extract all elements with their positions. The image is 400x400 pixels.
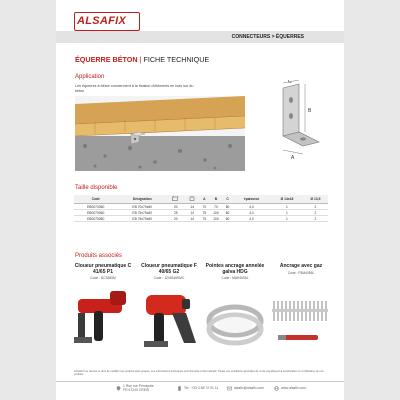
size-table [74, 195, 328, 222]
table-cell: 1 [271, 210, 303, 216]
table-cell: EB 75x75x60 [117, 216, 167, 222]
product-card[interactable] [70, 264, 136, 281]
table-row [74, 216, 328, 222]
table-cell: 2 [303, 204, 328, 210]
email-icon [227, 386, 232, 391]
col-header: Ø 14x18 [271, 195, 303, 204]
table-cell: 60 [223, 204, 232, 210]
product-name: Pointes ancrage annelée galva HDG [205, 263, 265, 275]
table-cell: 4,0 [232, 216, 271, 222]
title-sub: FICHE TECHNIQUE [143, 55, 210, 64]
nailer-image [70, 287, 136, 359]
datasheet-page [56, 0, 344, 400]
table-cell: 75 [200, 210, 209, 216]
nailer-image [136, 287, 202, 359]
table-cell: 14 [185, 210, 200, 216]
product-card[interactable] [268, 264, 334, 276]
diagram-label-b: B [308, 108, 312, 114]
table-cell: EB0070060 [74, 210, 117, 216]
address-line2: FR 67240 CREIS [123, 388, 150, 393]
alsafix-logo [74, 12, 140, 31]
table-cell: EB 70x70x60 [117, 204, 167, 210]
table-cell: EB0070060 [74, 204, 117, 210]
table-cell: 1 [271, 204, 303, 210]
col-header: C [223, 195, 232, 204]
table-header-row [74, 195, 328, 204]
col-header: épaisseur [232, 195, 271, 204]
table-cell: 2 [303, 216, 328, 222]
address-line1: 1 Rue rue Principale [123, 384, 154, 388]
table-cell: 70 [209, 204, 223, 210]
product-code: Code : DC3365M [90, 276, 116, 281]
products-title: Produits associés [75, 253, 123, 259]
footer-email[interactable]: alsafix@alsafix.com [234, 386, 265, 390]
table-cell: 4,0 [232, 204, 271, 210]
product-card[interactable] [136, 264, 202, 281]
application-text: Les équerres à béton conviennent à la fixation d'éléments en bois sur du béton [75, 84, 194, 93]
table-cell: EB0075060 [74, 216, 117, 222]
sizes-title: Taille disponible [75, 185, 118, 191]
footer-website[interactable]: www.alsafix.com [281, 386, 307, 390]
table-cell: 20 [167, 216, 185, 222]
breadcrumb [232, 34, 304, 40]
col-header: B [209, 195, 223, 204]
disclaimer: ALSAFIX se réserve le droit de modifier ses produits sans préavis. Les informations techniques sont données à titre indicatif. Toutes nos conditions générales de vente s'appliquent à la fabrication et à l'utilisation de nos produits. [74, 370, 324, 376]
diagram-label-a: A [291, 155, 295, 160]
table-cell: 20 [167, 204, 185, 210]
table-cell: 2 [303, 210, 328, 216]
page-title [75, 55, 209, 64]
table-cell: 14 [185, 204, 200, 210]
table-cell: 100 [209, 216, 223, 222]
col-header: Ø 13,5 [303, 195, 328, 204]
logo-text: ALSAFIX [77, 15, 127, 27]
table-cell: 14 [185, 216, 200, 222]
product-name: Cloueur pneumatique F 40/65 G2 [141, 263, 197, 275]
product-code: Code : 1249346SMC [153, 276, 185, 281]
footer-phone[interactable]: Tel : +33 3 88 72 91 11 [184, 386, 219, 390]
nail-strip-image [268, 287, 334, 359]
globe-icon [274, 386, 279, 391]
diagram-label-c: C [288, 80, 292, 85]
breadcrumb-text: CONNECTEURS > ÉQUERRES [231, 34, 304, 40]
bracket-diagram [261, 80, 341, 160]
title-separator: | [139, 55, 142, 64]
phone-icon [177, 386, 182, 391]
table-cell: 60 [223, 216, 232, 222]
footer-divider [56, 381, 344, 382]
table-cell: 60 [223, 210, 232, 216]
box-icon [167, 195, 185, 204]
table-cell: EB 75x75x60 [117, 210, 167, 216]
location-icon [116, 386, 121, 391]
application-photo [75, 96, 245, 171]
table-cell: 75 [200, 216, 209, 222]
application-title: Application [75, 74, 105, 80]
product-code: Code : MAH4055L [221, 276, 249, 281]
nail-coil-image [202, 287, 268, 359]
product-code: Code : P3M4055L [287, 270, 315, 275]
title-main: ÉQUERRE BÉTON [75, 55, 138, 64]
pack-icon [185, 195, 200, 204]
footer-address [123, 384, 154, 393]
product-card[interactable] [202, 264, 268, 281]
product-name: Cloueur pneumatique C 41/65 P1 [74, 263, 132, 275]
table-cell: 1 [271, 216, 303, 222]
table-cell: 4,0 [232, 210, 271, 216]
col-header: Désignation [117, 195, 167, 204]
col-header: A [200, 195, 209, 204]
table-cell: 100 [209, 210, 223, 216]
table-cell: 25 [167, 210, 185, 216]
table-cell: 70 [200, 204, 209, 210]
product-name: Ancrage avec gaz [279, 263, 323, 269]
col-header: Code [74, 195, 117, 204]
